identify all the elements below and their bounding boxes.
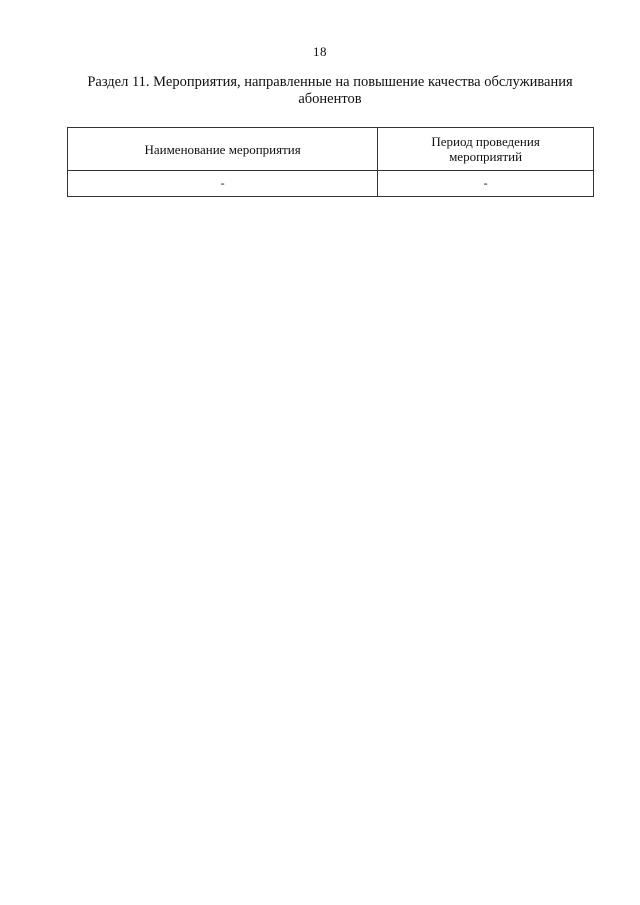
header-period-line-1: Период проведения xyxy=(431,134,540,149)
section-heading-line-2: абонентов xyxy=(298,91,362,107)
section-heading xyxy=(70,74,590,108)
header-event-name: Наименование мероприятия xyxy=(68,128,378,171)
page-number: 18 xyxy=(313,44,327,59)
header-period-line-2: мероприятий xyxy=(449,149,523,164)
cell-event-name: - xyxy=(68,171,378,197)
section-heading-line-1: Раздел 11. Мероприятия, направленные на повышение качества обслуживания xyxy=(87,74,573,90)
table-row xyxy=(68,171,594,197)
events-table xyxy=(67,127,594,197)
cell-event-period: - xyxy=(378,171,594,197)
header-event-period xyxy=(378,128,594,171)
table-header-row xyxy=(68,128,594,171)
